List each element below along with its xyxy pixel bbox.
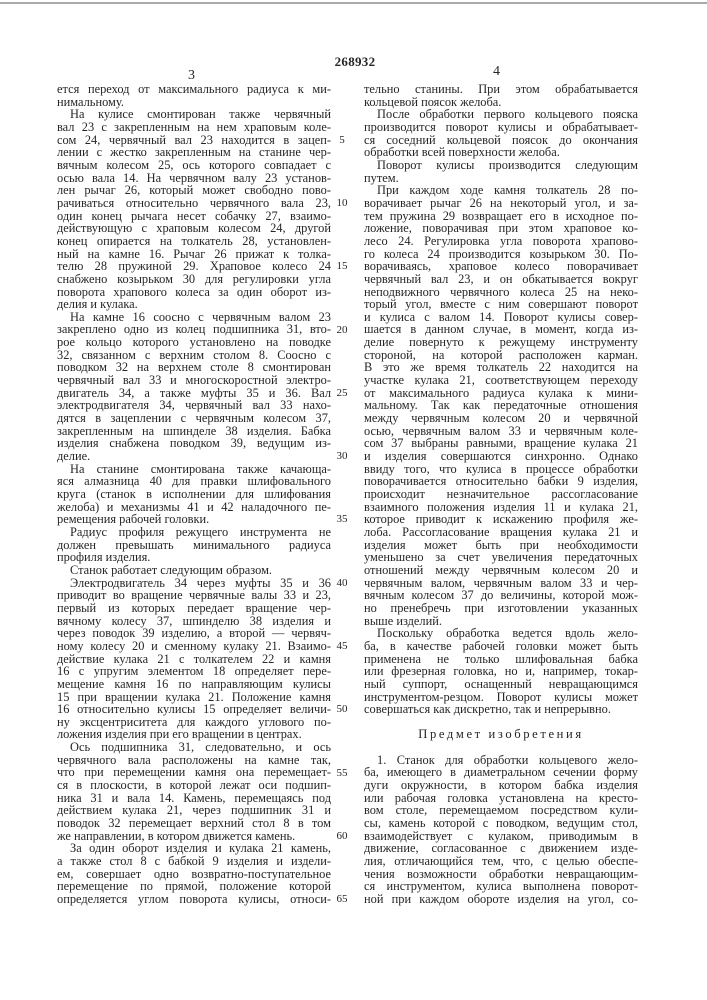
text-line: осью, червячным валом 33 и червячным коле- [364,425,638,438]
text-line: На камне 16 соосно с червячным валом 23 [57,311,331,324]
text-line: но пренебречь при изготовлении указанных [364,602,638,615]
text-line: При каждом ходе камня толкатель 28 по- [364,184,638,197]
paragraph [57,83,331,108]
text-line: чения возможности обработки невращающим- [364,868,638,881]
text-line: яся алмазница 40 для правки шлифовального [57,475,331,488]
text-line: дуги окружности, в котором бабка изделия [364,779,638,792]
line-number: 35 [333,513,351,526]
paragraph [57,842,331,905]
line-number: 65 [333,893,351,906]
text-line: применена не только шлифовальная бабка [364,653,638,666]
text-line: производится поворот кулисы и обрабатывает- [364,121,638,134]
text-line: должен превышать минимального радиуса [57,539,331,552]
text-line: изделия может быть при необходимости [364,539,638,552]
text-line: действие кулака 21 с толкателем 22 и камня [57,653,331,666]
text-line: инструментом-резцом. Поворот кулисы может [364,691,638,704]
text-line: сом 37 выбраны равными, вращение кулака 21 [364,437,638,450]
text-line: закреплено одно из колец подшипника 31, вто- [57,323,331,336]
text-line: ем, совершает одно возвратно-поступательное [57,868,331,881]
text-line: путем. [364,172,638,185]
text-line: Ось подшипника 31, следовательно, и ось [57,741,331,754]
text-line: лоба. Рассогласование вращения кулака 21 и [364,526,638,539]
text-line: лия, отличающийся тем, что, с целью обеспе- [364,855,638,868]
text-line: ся соседний кольцевой поясок до окончания [364,134,638,147]
text-line: взаимного положения изделия 11 и кулака 21, [364,501,638,514]
text-line: что при перемещении камня она перемещает- [57,766,331,779]
text-line: 15 при вращении кулака 21. Положение камня [57,691,331,704]
text-line: ба, в качестве рабочей головки может быть [364,640,638,653]
line-number: 55 [333,767,351,780]
text-line: ну эксцентриситета для каждого углового по- [57,716,331,729]
paragraph [57,311,331,463]
text-line: поворота храпового колеса за один оборот из- [57,286,331,299]
text-line: приводит во вращение червячные валы 33 и 23, [57,589,331,602]
text-line: отношений между червячным колесом 20 и [364,564,638,577]
text-line: изделия снабжена поводком 39, ведущим из- [57,437,331,450]
text-line: лен рычаг 26, который может свободно пово- [57,184,331,197]
left-text-column [57,83,331,906]
text-line: лении с жестко закрепленным на станине чер- [57,146,331,159]
text-line: сом 24, червячный вал 23 находится в зацеп- [57,134,331,147]
text-line: делие. [57,450,331,463]
paragraph [364,627,638,716]
line-number: 5 [333,134,351,147]
text-line: двигатель 34, а также муфты 35 и 36. Вал [57,387,331,400]
text-line: Поскольку обработка ведется вдоль жело- [364,627,638,640]
text-line: ба, имеющего в диаметральном сечении форму [364,766,638,779]
paragraph [57,463,331,526]
text-line: мещение камня 16 по направляющим кулисы [57,678,331,691]
text-line: рое кольцо которого установлено на поводке [57,336,331,349]
text-line: червячным валом, червячным валом 33 и чер- [364,577,638,590]
text-line: же направлении, в котором движется камень. [57,830,331,843]
line-number: 40 [333,577,351,590]
line-number: 10 [333,197,351,210]
page-number-left: 3 [188,68,195,84]
text-line: происходит незначительное рассогласование [364,488,638,501]
text-line: червячный вал 23, и он обкатывается вокруг [364,273,638,286]
text-line: вом столе, перемещаемом посредством кули- [364,804,638,817]
text-line: участке кулака 21, соответствующем переходу [364,374,638,387]
text-line: от максимального радиуса кулака к мини- [364,387,638,400]
paragraph [57,526,331,564]
text-line: вячным колесом 37 до величины, которой мож- [364,589,638,602]
text-line: В это же время толкатель 22 находится на [364,361,638,374]
text-line: через поводок 39 изделию, а второй — червяч- [57,627,331,640]
text-line: снабжено козырьком 30 для регулировки угла [57,273,331,286]
text-line: шается в данном случае, в момент, когда из- [364,323,638,336]
text-line: На кулисе смонтирован также червячный [57,108,331,121]
paragraph [364,159,638,184]
paragraph [57,564,331,577]
text-line: ложения изделия при его вращении в центрах. [57,728,331,741]
text-line: го колеса 24 производится козырьком 30. По- [364,248,638,261]
text-line: 32, связанном с верхним столом 8. Соосно с [57,349,331,362]
text-line: дятся в зацеплении с червячным колесом 37, [57,412,331,425]
text-line: профиля изделия. [57,551,331,564]
text-line: Станок работает следующим образом. [57,564,331,577]
text-line: торый угол, вместе с ним совершают поворот [364,298,638,311]
paragraph [57,741,331,842]
text-line: червячный вал 33 и многоскоростной электро- [57,374,331,387]
text-line: взаимодействует с кулаком, приводимым в [364,830,638,843]
line-number: 25 [333,387,351,400]
text-line: делие повернуто к режущему инструменту [364,336,638,349]
paragraph [364,108,638,159]
patent-number: 268932 [330,54,380,70]
page-number-right: 4 [493,64,500,80]
text-line: ется переход от максимального радиуса к ми- [57,83,331,96]
text-line: между червячным колесом 20 и червячной [364,412,638,425]
text-line: мальному. Так как передаточные отношения [364,399,638,412]
text-line: движение, согласованное с движением изде- [364,842,638,855]
line-number: 20 [333,324,351,337]
claims-heading: Предмет изобретения [364,716,638,754]
text-line: вал 23 с закрепленным на нем храповым коле- [57,121,331,134]
text-line: выше изделий. [364,615,638,628]
text-line: вячному колесу 37, шпинделю 38 изделия и [57,615,331,628]
text-line: 16 относительно кулисы 15 определяет величи- [57,703,331,716]
text-line: обработки всей поверхности желоба. [364,146,638,159]
text-line: ся в плоскости, в которой лежат оси подшип- [57,779,331,792]
paragraph [57,577,331,742]
text-line: определяется углом поворота кулисы, относи- [57,893,331,906]
line-number: 30 [333,450,351,463]
line-number: 60 [333,830,351,843]
text-line: ному колесу 20 и сменному кулаку 21. Взаимо- [57,640,331,653]
text-line: неподвижного червячного колеса 25 на неко- [364,286,638,299]
text-line: тельно станины. При этом обрабатывается [364,83,638,96]
text-line: перемещение по прямой, положение которой [57,880,331,893]
text-line: Электродвигатель 34 через муфты 35 и 36 [57,577,331,590]
text-line: нимальному. [57,96,331,109]
text-line: ный на камне 16. Рычаг 26 прижат к толка- [57,248,331,261]
text-line: телю 28 пружиной 29. Храповое колесо 24 [57,260,331,273]
text-line: осью вала 14. На червячном валу 23 установ- [57,172,331,185]
text-line: ной при каждом обороте изделия на угол, со- [364,893,638,906]
text-line: поводком 32 на верхнем столе 8 смонтирован [57,361,331,374]
text-line: действующую с храповым колесом 24, другой [57,222,331,235]
text-line: поворачивается относительно бабки 9 изделия, [364,475,638,488]
text-line: лесо 24. Регулировка угла поворота храпово- [364,235,638,248]
paragraph [364,83,638,108]
text-line: действием кулака 21, через подшипник 31 и [57,804,331,817]
text-line: которое приводит к искажению профиля же- [364,513,638,526]
text-line: ный суппорт, оснащенный невращающимся [364,678,638,691]
line-number: 45 [333,640,351,653]
line-number: 15 [333,260,351,273]
text-line: или рабочая головка установлена на кресто- [364,792,638,805]
text-line: и изделия совершаются синхронно. Однако [364,450,638,463]
page-top-rule [0,2,707,4]
text-line: круга (станок в исполнении для шлифования [57,488,331,501]
text-line: желоба) и механизмы 41 и 42 наладочного пе- [57,501,331,514]
text-line: червячного вала расположены на камне так, [57,754,331,767]
text-line: На станине смонтирована также качающа- [57,463,331,476]
paragraph [364,754,638,906]
text-line: поводок 32 перемещает верхний стол 8 в том [57,817,331,830]
paragraph [364,184,638,627]
text-line: 16 с упругим элементом 18 определяет пере- [57,665,331,678]
text-line: ся инструментом, кулиса выполнена поворот- [364,880,638,893]
text-line: ввиду того, что кулиса в процессе обработки [364,463,638,476]
text-line: сы, камень которой с поводком, ведущим стол, [364,817,638,830]
text-line: и кулиса с валом 14. Поворот кулисы совер- [364,311,638,324]
text-line: вячным колесом 25, ось которого совпадает с [57,159,331,172]
text-line: 1. Станок для обработки кольцевого жело- [364,754,638,767]
text-line: совершаться как дискретно, так и непрерывно. [364,703,638,716]
text-line: или фрезерная головка, но и, например, токар- [364,665,638,678]
text-line: кольцевой поясок желоба. [364,96,638,109]
text-line: После обработки первого кольцевого пояска [364,108,638,121]
text-line: рачиваться относительно червячного вала 23, [57,197,331,210]
line-number: 50 [333,703,351,716]
text-line: один конец рычага несет собачку 27, взаимо- [57,210,331,223]
text-line: электродвигателя 34, червячный вал 33 нахо- [57,399,331,412]
paragraph [57,108,331,311]
text-line: ворачивает рычаг 26 на некоторый угол, и за- [364,197,638,210]
text-line: закрепленным на шпинделе 38 изделия. Бабка [57,425,331,438]
text-line: ремещения рабочей головки. [57,513,331,526]
text-line: конец опирается на толкатель 28, установлен- [57,235,331,248]
text-line: уменьшено за счет увеличения передаточных [364,551,638,564]
text-line: а также стол 8 с бабкой 9 изделия и издели- [57,855,331,868]
text-line: Радиус профиля режущего инструмента не [57,526,331,539]
text-line: стороной, на которой расположен карман. [364,349,638,362]
text-line: тем пружина 29 возвращает его в исходное по- [364,210,638,223]
text-line: ложение, поворачивая при этом храповое ко- [364,222,638,235]
text-line: делия и кулака. [57,298,331,311]
text-line: За один оборот изделия и кулака 21 камень, [57,842,331,855]
text-line: Поворот кулисы производится следующим [364,159,638,172]
text-line: ника 31 и вала 14. Камень, перемещаясь под [57,792,331,805]
text-line: первый из которых передает вращение чер- [57,602,331,615]
right-text-column [364,83,638,906]
text-line: ворачиваясь, храповое колесо поворачивает [364,260,638,273]
